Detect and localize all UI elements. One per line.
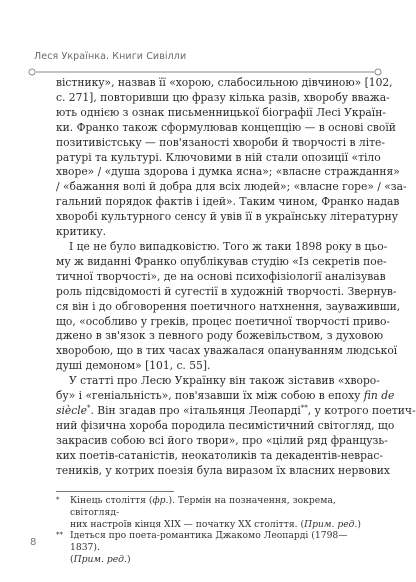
text-line: с. 271], повторивши цю фразу кілька разів, хворобу вважа- bbox=[56, 90, 390, 104]
footnotes bbox=[56, 495, 369, 566]
main-text bbox=[56, 76, 416, 478]
footnote-line bbox=[70, 519, 369, 531]
footnote-line: Ідеться про поета-романтика Джакомо Леопарді (1798—1837). bbox=[70, 530, 348, 554]
footnote-1 bbox=[56, 495, 369, 530]
text-segment: ( bbox=[70, 553, 74, 565]
text-segment: ) bbox=[126, 553, 131, 565]
text-line: гальний порядок фактів і ідей». Таким чином, Франко надав bbox=[56, 195, 400, 209]
text-line: джено в зв'язок з певного роду божевільством, з духовою bbox=[56, 329, 384, 343]
italic-term: Прим. ред. bbox=[73, 553, 127, 565]
text-line: вістнику», назвав її «хорою, слабосильною дівчиною» [102, bbox=[56, 76, 393, 89]
text-line: ки. Франко також сформулював концепцію — в основі своїй bbox=[56, 120, 396, 134]
text-line: тичної творчості», де на основі психофізіології аналізував bbox=[56, 269, 386, 283]
page-number: 8 bbox=[30, 537, 37, 548]
text-line: закрасив собою всі його твори», про «цілий ряд французь- bbox=[56, 433, 388, 447]
text-line: / «бажання волі й добра для всіх людей»; «власне горе» / «за- bbox=[56, 180, 407, 194]
footnote-2 bbox=[56, 530, 369, 565]
text-line: душі демоном» [101, с. 55]. bbox=[56, 359, 211, 373]
italic-term: siècle bbox=[56, 403, 87, 417]
text-line: му ж виданні Франко опублікував студію «Із секретів поe- bbox=[56, 254, 387, 268]
text-line: ратурі та культурі. Ключовими в ній стали опозиції «тіло bbox=[56, 150, 381, 164]
text-line: критику. bbox=[56, 225, 107, 239]
italic-term: Прим. ред. bbox=[304, 518, 358, 530]
text-line: теників, у котрих поезія була виразом їх власних нервових bbox=[56, 463, 390, 477]
text-line: що, «особливо у греків, процес поетичної творчості приво- bbox=[56, 314, 391, 328]
paragraph-2 bbox=[56, 239, 401, 374]
italic-term: fin de bbox=[363, 389, 395, 403]
text-line: хворобі культурного сенсу й увів її в українську літературну bbox=[56, 210, 399, 224]
text-line bbox=[56, 403, 416, 419]
text-segment: . Він згадав про «італьянця Леопарді bbox=[90, 403, 301, 417]
text-line: ких поетів-сатаністів, неокатоликів та декадентів-неврас- bbox=[56, 448, 383, 462]
text-line: І це не було випадковістю. Того ж таки 1898 року в цьо- bbox=[69, 239, 388, 253]
text-line: роль підсвідомості й сугестії в художній творчості. Звернув- bbox=[56, 284, 397, 298]
footnote-mark: * bbox=[56, 496, 60, 504]
footnote-line bbox=[70, 495, 369, 519]
footnote-divider bbox=[56, 491, 174, 492]
text-segment: ). Термін на позначення, зокрема, світогляд- bbox=[70, 495, 336, 518]
text-line: позитивістську — пов'язаності хвороби й творчості в літе- bbox=[56, 135, 385, 149]
paragraph-3 bbox=[56, 374, 416, 478]
footnote-ref: * bbox=[86, 403, 91, 412]
footnote-mark: ** bbox=[56, 531, 63, 540]
text-line: хворе» / «душа здорова і думка ясна»; «власне страждання» bbox=[56, 165, 400, 179]
text-line: хворобою, що в тих часах уважалася опануванням людської bbox=[56, 344, 398, 358]
text-segment: Кінець століття ( bbox=[70, 495, 153, 506]
text-line: ють однією з ознак письменницької біографії Лесі Україн- bbox=[56, 105, 386, 119]
italic-term: фр. bbox=[152, 495, 169, 506]
text-line: У статті про Лесю Українку він також зіставив «хворо- bbox=[69, 374, 380, 388]
text-line: ний фізична хорoба породила песимістичний світогляд, що bbox=[56, 418, 395, 432]
footnote-ref: ** bbox=[300, 403, 308, 412]
text-segment: ) bbox=[357, 518, 362, 530]
footnote-line bbox=[70, 554, 369, 566]
text-segment: , у котрого поетич- bbox=[307, 403, 416, 417]
text-line bbox=[56, 389, 395, 404]
text-line: ся він і до обговорення поетичного натхнення, зауваживши, bbox=[56, 299, 401, 313]
text-segment: бу» і «геніальність», пов'язавши їх між собою в епоху bbox=[56, 389, 364, 403]
running-header: Леся Українка. Книги Сивілли bbox=[34, 51, 187, 62]
paragraph-1 bbox=[56, 76, 407, 240]
text-segment: них настроїв кінця XIX — початку XX століття. ( bbox=[70, 518, 305, 530]
